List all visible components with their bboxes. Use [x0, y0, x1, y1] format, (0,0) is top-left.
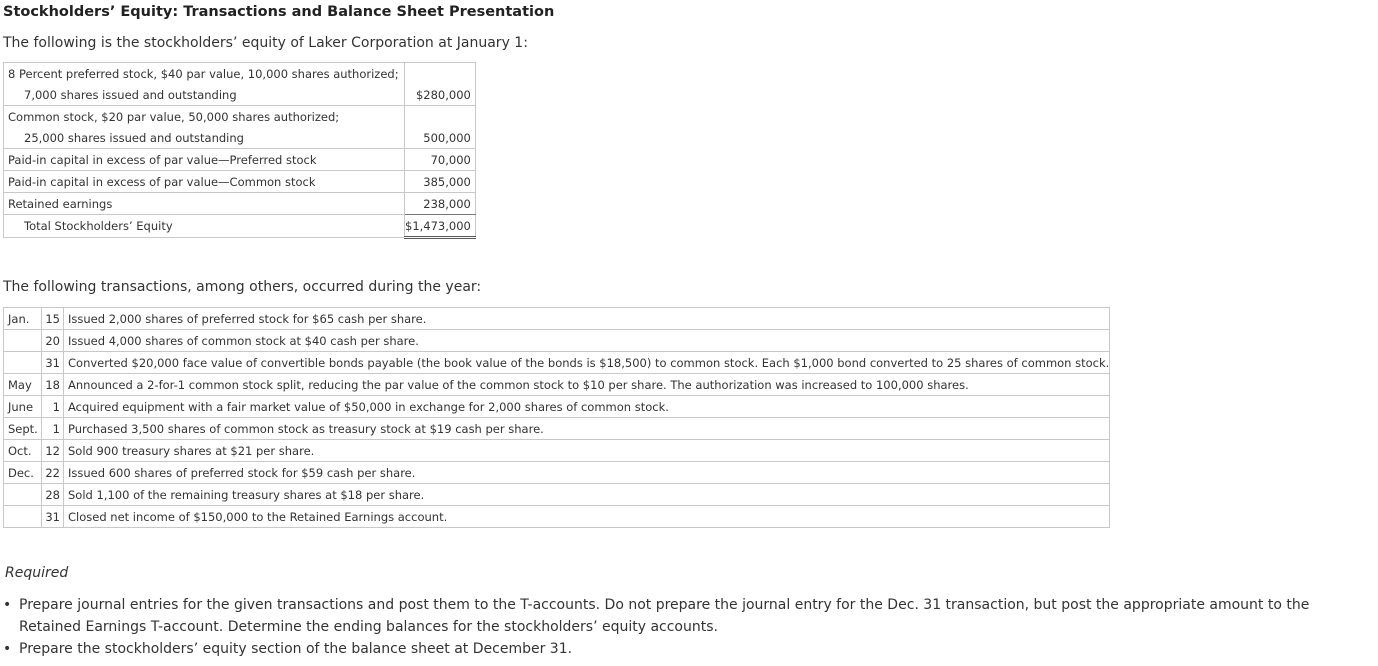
transaction-description: Sold 1,100 of the remaining treasury shares at $18 per share.	[64, 484, 1110, 506]
transaction-row	[4, 440, 1110, 462]
required-heading: Required	[5, 565, 69, 581]
equity-label: Paid-in capital in excess of par value—Preferred stock	[4, 149, 405, 171]
transaction-day: 15	[42, 308, 64, 330]
equity-label: 8 Percent preferred stock, $40 par value, 10,000 shares authorized;	[4, 63, 405, 85]
transaction-description: Acquired equipment with a fair market value of $50,000 in exchange for 2,000 shares of common stock.	[64, 396, 1110, 418]
transaction-month: Dec.	[4, 462, 42, 484]
transaction-description: Closed net income of $150,000 to the Retained Earnings account.	[64, 506, 1110, 528]
transaction-day: 20	[42, 330, 64, 352]
transaction-row	[4, 308, 1110, 330]
transaction-row	[4, 396, 1110, 418]
equity-row	[4, 84, 476, 106]
transaction-day: 18	[42, 374, 64, 396]
transaction-description: Announced a 2-for-1 common stock split, reducing the par value of the common stock to $10 per share. The authorization was increased to 100,000 shares.	[64, 374, 1110, 396]
equity-row	[4, 127, 476, 149]
transaction-month	[4, 330, 42, 352]
equity-label: 25,000 shares issued and outstanding	[4, 127, 405, 149]
transaction-description: Issued 600 shares of preferred stock for $59 cash per share.	[64, 462, 1110, 484]
equity-total-row	[4, 215, 476, 238]
required-item-text: Prepare the stockholders’ equity section of the balance sheet at December 31.	[19, 641, 573, 657]
transaction-row	[4, 330, 1110, 352]
required-list	[0, 594, 1378, 660]
intro-text: The following is the stockholders’ equity of Laker Corporation at January 1:	[3, 35, 528, 51]
equity-table	[3, 62, 476, 239]
transaction-row	[4, 374, 1110, 396]
transaction-day: 12	[42, 440, 64, 462]
transaction-description: Issued 2,000 shares of preferred stock for $65 cash per share.	[64, 308, 1110, 330]
transaction-month: Oct.	[4, 440, 42, 462]
equity-row	[4, 106, 476, 128]
transaction-description: Purchased 3,500 shares of common stock as treasury stock at $19 cash per share.	[64, 418, 1110, 440]
equity-amount: 238,000	[405, 193, 476, 215]
equity-total-label: Total Stockholders’ Equity	[4, 215, 405, 238]
transactions-intro: The following transactions, among others, occurred during the year:	[3, 279, 482, 295]
transaction-description: Issued 4,000 shares of common stock at $40 cash per share.	[64, 330, 1110, 352]
transaction-day: 1	[42, 418, 64, 440]
transaction-day: 22	[42, 462, 64, 484]
transaction-day: 28	[42, 484, 64, 506]
equity-total-amount: $1,473,000	[405, 215, 476, 238]
transaction-month	[4, 506, 42, 528]
transaction-row	[4, 506, 1110, 528]
equity-label: Retained earnings	[4, 193, 405, 215]
equity-amount	[405, 106, 476, 128]
equity-label: 7,000 shares issued and outstanding	[4, 84, 405, 106]
page-title: Stockholders’ Equity: Transactions and Balance Sheet Presentation	[3, 4, 555, 20]
transaction-month: June	[4, 396, 42, 418]
equity-amount	[405, 63, 476, 85]
transaction-day: 31	[42, 506, 64, 528]
transaction-month: May	[4, 374, 42, 396]
equity-amount: $280,000	[405, 84, 476, 106]
transaction-description: Converted $20,000 face value of convertible bonds payable (the book value of the bonds is $18,500) to common stock. Each $1,000 bond converted to 25 shares of common stock.	[64, 352, 1110, 374]
equity-row	[4, 193, 476, 215]
transaction-description: Sold 900 treasury shares at $21 per share.	[64, 440, 1110, 462]
equity-amount: 70,000	[405, 149, 476, 171]
transaction-day: 1	[42, 396, 64, 418]
required-item	[0, 594, 1378, 638]
bullet-icon: •	[3, 597, 12, 613]
transaction-month: Sept.	[4, 418, 42, 440]
transaction-row	[4, 418, 1110, 440]
bullet-icon: •	[3, 641, 12, 657]
equity-row	[4, 149, 476, 171]
transaction-row	[4, 484, 1110, 506]
equity-amount: 385,000	[405, 171, 476, 193]
transaction-month	[4, 484, 42, 506]
equity-amount: 500,000	[405, 127, 476, 149]
equity-label: Paid-in capital in excess of par value—Common stock	[4, 171, 405, 193]
transaction-row	[4, 352, 1110, 374]
equity-label: Common stock, $20 par value, 50,000 shares authorized;	[4, 106, 405, 128]
required-item	[0, 638, 1378, 660]
transactions-table	[3, 307, 1110, 528]
required-item-text: Prepare journal entries for the given transactions and post them to the T-accounts. Do not prepare the journal entry for the Dec. 31 transaction, but post the appropriate amount to the Retained Earnings T-account. Determine the ending balances for the stockholders’ equity accounts.	[19, 597, 1310, 635]
transaction-month	[4, 352, 42, 374]
transaction-month: Jan.	[4, 308, 42, 330]
equity-row	[4, 171, 476, 193]
transaction-day: 31	[42, 352, 64, 374]
equity-row	[4, 63, 476, 85]
transaction-row	[4, 462, 1110, 484]
